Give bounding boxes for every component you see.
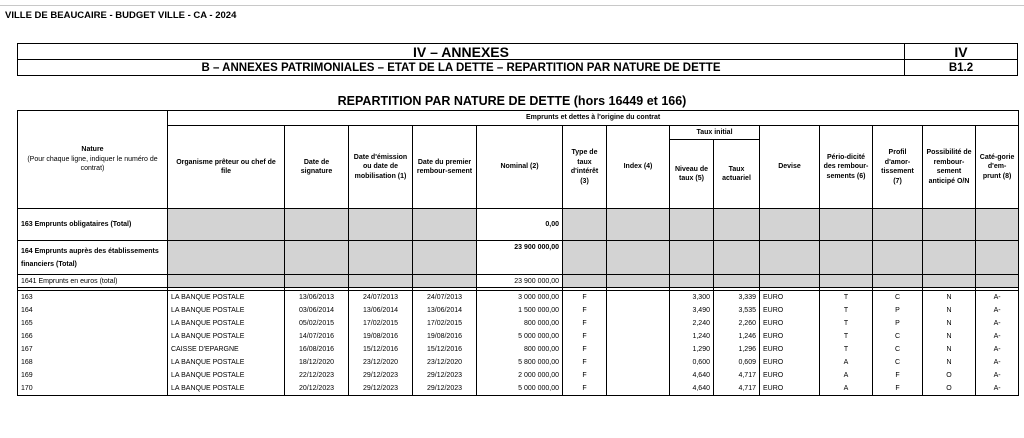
col-organisme: Organisme prêteur ou chef de file (168, 126, 285, 209)
cell-possibilite: O (923, 369, 976, 382)
cell-organisme: LA BANQUE POSTALE (168, 291, 285, 305)
cell-niveau: 1,290 (670, 343, 714, 356)
table-row (18, 369, 1019, 382)
cell-emission: 23/12/2020 (349, 356, 413, 369)
total-label: 163 Emprunts obligataires (Total) (18, 209, 168, 241)
cell-nature: 167 (18, 343, 168, 356)
cell-periodicite: A (820, 382, 873, 396)
col-index: Index (4) (607, 126, 670, 209)
cell-nature: 166 (18, 330, 168, 343)
cell-possibilite: N (923, 291, 976, 305)
cell-actuariel: 4,717 (714, 369, 760, 382)
cell-categorie: A- (976, 382, 1019, 396)
cell-categorie: A- (976, 356, 1019, 369)
cell-nature: 169 (18, 369, 168, 382)
col-profil: Profil d'amor-tissement (7) (873, 126, 923, 209)
cell-devise: EURO (760, 356, 820, 369)
annex-code: IV (905, 44, 1018, 60)
cell-organisme: LA BANQUE POSTALE (168, 382, 285, 396)
cell-signature: 22/12/2023 (285, 369, 349, 382)
cell-periodicite: T (820, 343, 873, 356)
cell-possibilite: N (923, 356, 976, 369)
col-date-signature: Date de signature (285, 126, 349, 209)
total-nominal: 0,00 (477, 209, 563, 241)
total-label: 1641 Emprunts en euros (total) (18, 275, 168, 288)
annex-header (17, 43, 1018, 76)
cell-actuariel: 2,260 (714, 317, 760, 330)
cell-index (607, 369, 670, 382)
total-nominal: 23 900 000,00 (477, 275, 563, 288)
cell-possibilite: N (923, 330, 976, 343)
col-devise: Devise (760, 126, 820, 209)
cell-niveau: 2,240 (670, 317, 714, 330)
cell-index (607, 291, 670, 305)
cell-emission: 29/12/2023 (349, 382, 413, 396)
cell-nature: 168 (18, 356, 168, 369)
cell-organisme: LA BANQUE POSTALE (168, 304, 285, 317)
cell-actuariel: 1,246 (714, 330, 760, 343)
cell-signature: 16/08/2016 (285, 343, 349, 356)
col-taux-initial: Taux initial (670, 126, 760, 140)
cell-profil: C (873, 330, 923, 343)
col-nature-note: (Pour chaque ligne, indiquer le numéro de contrat) (27, 155, 158, 173)
annex-subtitle: B – ANNEXES PATRIMONIALES – ETAT DE LA DETTE – REPARTITION PAR NATURE DE DETTE (18, 60, 905, 76)
cell-devise: EURO (760, 304, 820, 317)
cell-possibilite: N (923, 317, 976, 330)
table-row (18, 330, 1019, 343)
cell-emission: 29/12/2023 (349, 369, 413, 382)
col-nature (18, 111, 168, 209)
cell-profil: F (873, 369, 923, 382)
cell-index (607, 317, 670, 330)
cell-type: F (563, 330, 607, 343)
top-rule (0, 5, 1024, 6)
cell-nature: 170 (18, 382, 168, 396)
cell-signature: 13/06/2013 (285, 291, 349, 305)
cell-niveau: 4,640 (670, 369, 714, 382)
col-date-emission: Date d'émission ou date de mobilisation (1) (349, 126, 413, 209)
cell-index (607, 304, 670, 317)
cell-nature: 163 (18, 291, 168, 305)
col-group: Emprunts et dettes à l'origine du contrat (168, 111, 1019, 126)
cell-organisme: LA BANQUE POSTALE (168, 369, 285, 382)
cell-nominal: 5 000 000,00 (477, 382, 563, 396)
cell-niveau: 1,240 (670, 330, 714, 343)
cell-niveau: 0,600 (670, 356, 714, 369)
document-title: VILLE DE BEAUCAIRE - BUDGET VILLE - CA - 2024 (5, 10, 237, 21)
cell-periodicite: A (820, 369, 873, 382)
col-possibilite: Possibilité de rembour-sement anticipé O/N (923, 126, 976, 209)
cell-niveau: 4,640 (670, 382, 714, 396)
cell-categorie: A- (976, 343, 1019, 356)
col-taux-actuariel: Taux actuariel (714, 140, 760, 209)
total-label: 164 Emprunts auprès des établissements financiers (Total) (18, 241, 168, 275)
annex-title: IV – ANNEXES (18, 44, 905, 60)
annex-subcode: B1.2 (905, 60, 1018, 76)
cell-devise: EURO (760, 291, 820, 305)
cell-premier: 15/12/2016 (413, 343, 477, 356)
table-row (18, 291, 1019, 305)
cell-organisme: CAISSE D'EPARGNE (168, 343, 285, 356)
cell-index (607, 356, 670, 369)
cell-possibilite: O (923, 382, 976, 396)
cell-nominal: 5 800 000,00 (477, 356, 563, 369)
cell-nature: 164 (18, 304, 168, 317)
cell-actuariel: 0,609 (714, 356, 760, 369)
cell-index (607, 382, 670, 396)
cell-nominal: 5 000 000,00 (477, 330, 563, 343)
total-nominal: 23 900 000,00 (477, 241, 563, 275)
cell-profil: P (873, 317, 923, 330)
cell-type: F (563, 356, 607, 369)
cell-devise: EURO (760, 330, 820, 343)
cell-profil: F (873, 382, 923, 396)
cell-index (607, 330, 670, 343)
table-row (18, 343, 1019, 356)
cell-profil: C (873, 291, 923, 305)
col-categorie: Caté-gorie d'em-prunt (8) (976, 126, 1019, 209)
cell-nominal: 800 000,00 (477, 343, 563, 356)
cell-signature: 20/12/2023 (285, 382, 349, 396)
col-niveau-taux: Niveau de taux (5) (670, 140, 714, 209)
cell-nominal: 800 000,00 (477, 317, 563, 330)
cell-actuariel: 4,717 (714, 382, 760, 396)
cell-signature: 03/06/2014 (285, 304, 349, 317)
cell-periodicite: A (820, 356, 873, 369)
cell-premier: 17/02/2015 (413, 317, 477, 330)
cell-periodicite: T (820, 330, 873, 343)
col-periodicite: Pério-dicité des rembour-sements (6) (820, 126, 873, 209)
cell-premier: 19/08/2016 (413, 330, 477, 343)
cell-possibilite: N (923, 343, 976, 356)
cell-emission: 13/06/2014 (349, 304, 413, 317)
cell-possibilite: N (923, 304, 976, 317)
cell-periodicite: T (820, 291, 873, 305)
col-date-premier: Date du premier rembour-sement (413, 126, 477, 209)
cell-nominal: 2 000 000,00 (477, 369, 563, 382)
cell-premier: 23/12/2020 (413, 356, 477, 369)
cell-categorie: A- (976, 317, 1019, 330)
cell-nominal: 1 500 000,00 (477, 304, 563, 317)
cell-actuariel: 1,296 (714, 343, 760, 356)
col-type-taux: Type de taux d'intérêt (3) (563, 126, 607, 209)
col-nature-label: Nature (81, 146, 104, 154)
debt-table (17, 110, 1019, 396)
cell-actuariel: 3,535 (714, 304, 760, 317)
cell-premier: 13/06/2014 (413, 304, 477, 317)
total-row-163 (18, 209, 1019, 241)
cell-emission: 24/07/2013 (349, 291, 413, 305)
table-row (18, 356, 1019, 369)
cell-organisme: LA BANQUE POSTALE (168, 317, 285, 330)
cell-categorie: A- (976, 304, 1019, 317)
cell-index (607, 343, 670, 356)
cell-premier: 24/07/2013 (413, 291, 477, 305)
cell-categorie: A- (976, 369, 1019, 382)
table-title: REPARTITION PAR NATURE DE DETTE (hors 16449 et 166) (337, 94, 687, 108)
total-row-1641 (18, 275, 1019, 288)
cell-categorie: A- (976, 291, 1019, 305)
cell-niveau: 3,490 (670, 304, 714, 317)
cell-type: F (563, 382, 607, 396)
cell-signature: 14/07/2016 (285, 330, 349, 343)
cell-periodicite: T (820, 317, 873, 330)
table-row (18, 382, 1019, 396)
cell-actuariel: 3,339 (714, 291, 760, 305)
cell-type: F (563, 304, 607, 317)
cell-devise: EURO (760, 317, 820, 330)
table-row (18, 304, 1019, 317)
cell-type: F (563, 291, 607, 305)
cell-categorie: A- (976, 330, 1019, 343)
cell-devise: EURO (760, 369, 820, 382)
cell-profil: C (873, 356, 923, 369)
cell-emission: 19/08/2016 (349, 330, 413, 343)
cell-type: F (563, 317, 607, 330)
cell-devise: EURO (760, 382, 820, 396)
cell-premier: 29/12/2023 (413, 382, 477, 396)
cell-emission: 15/12/2016 (349, 343, 413, 356)
cell-profil: C (873, 343, 923, 356)
cell-premier: 29/12/2023 (413, 369, 477, 382)
cell-periodicite: T (820, 304, 873, 317)
cell-type: F (563, 369, 607, 382)
cell-nature: 165 (18, 317, 168, 330)
cell-profil: P (873, 304, 923, 317)
cell-organisme: LA BANQUE POSTALE (168, 356, 285, 369)
cell-organisme: LA BANQUE POSTALE (168, 330, 285, 343)
cell-signature: 18/12/2020 (285, 356, 349, 369)
cell-devise: EURO (760, 343, 820, 356)
cell-emission: 17/02/2015 (349, 317, 413, 330)
cell-signature: 05/02/2015 (285, 317, 349, 330)
cell-nominal: 3 000 000,00 (477, 291, 563, 305)
cell-type: F (563, 343, 607, 356)
cell-niveau: 3,300 (670, 291, 714, 305)
table-row (18, 317, 1019, 330)
total-row-164 (18, 241, 1019, 275)
col-nominal: Nominal (2) (477, 126, 563, 209)
